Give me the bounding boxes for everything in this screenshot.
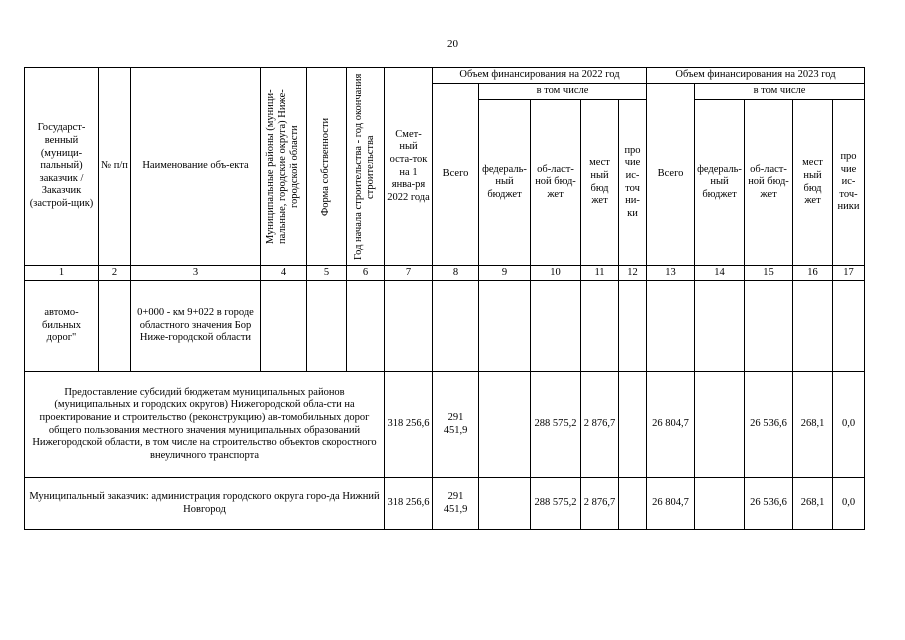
header-incl-2023: в том числе (695, 84, 865, 100)
header-regional-2023: об-ласт-ной бюд-жет (745, 100, 793, 266)
object-name-continuation: 0+000 - км 9+022 в городе областного значения Бор Ниже-городской области (131, 281, 261, 372)
total-2022-value: 291 451,9 (433, 372, 479, 478)
header-regional-2022: об-ласт-ной бюд-жет (531, 100, 581, 266)
customer-continuation: автомо-бильных дорог" (25, 281, 99, 372)
column-number: 3 (131, 266, 261, 281)
local-2023-value: 268,1 (793, 372, 833, 478)
column-number: 13 (647, 266, 695, 281)
header-local-2022: мест ный бюд жет (581, 100, 619, 266)
column-number: 2 (99, 266, 131, 281)
regional-2023-value: 26 536,6 (745, 478, 793, 530)
estimated-balance-value: 318 256,6 (385, 372, 433, 478)
header-number: № п/п (99, 68, 131, 266)
other-2023-value: 0,0 (833, 372, 865, 478)
header-estimated-balance: Смет-ный оста-ток на 1 янва-ря 2022 года (385, 68, 433, 266)
page-number: 20 (447, 38, 458, 50)
header-districts (261, 68, 307, 266)
column-numbers-row (25, 266, 865, 281)
local-2022-value: 2 876,7 (581, 478, 619, 530)
table-row (25, 478, 865, 530)
column-number: 17 (833, 266, 865, 281)
estimated-balance-value: 318 256,6 (385, 478, 433, 530)
regional-2022-value: 288 575,2 (531, 372, 581, 478)
header-other-2023: про чие ис-точ-ники (833, 100, 865, 266)
regional-2023-value: 26 536,6 (745, 372, 793, 478)
column-number: 8 (433, 266, 479, 281)
header-construction-years (347, 68, 385, 266)
column-number: 7 (385, 266, 433, 281)
header-construction-years-text: Год начала строительства - год окончания строительства (353, 73, 377, 260)
header-object-name: Наименование объ-екта (131, 68, 261, 266)
column-number: 6 (347, 266, 385, 281)
total-2023-value: 26 804,7 (647, 478, 695, 530)
subsidy-description: Предоставление субсидий бюджетам муниципальных районов (муниципальных и городских округов) Нижегородской обла-сти на проектирование и строительство (реконструкцию) ав-томобильных дорог общего пользования местного значения муниципальных образований Нижегородской области, в том числе на строительство объектов скоростного внеуличного транспорта (25, 372, 385, 478)
total-2022-value: 291 451,9 (433, 478, 479, 530)
other-2023-value: 0,0 (833, 478, 865, 530)
regional-2022-value: 288 575,2 (531, 478, 581, 530)
header-group-2023: Объем финансирования на 2023 год (647, 68, 865, 84)
header-customer: Государст-венный (муници-пальный) заказчик / Заказчик (застрой-щик) (25, 68, 99, 266)
local-2023-value: 268,1 (793, 478, 833, 530)
column-number: 14 (695, 266, 745, 281)
column-number: 15 (745, 266, 793, 281)
total-2023-value: 26 804,7 (647, 372, 695, 478)
column-number: 11 (581, 266, 619, 281)
column-number: 10 (531, 266, 581, 281)
header-total-2022: Всего (433, 84, 479, 266)
table-row (25, 372, 865, 478)
header-districts-text: Муниципальные районы (муници-пальные, городские округа) Ниже-городской области (265, 89, 301, 244)
municipal-customer: Муниципальный заказчик: администрация городского округа горо-да Нижний Новгород (25, 478, 385, 530)
column-number: 16 (793, 266, 833, 281)
header-other-2022: про чие ис-точ ни-ки (619, 100, 647, 266)
column-number: 9 (479, 266, 531, 281)
column-number: 4 (261, 266, 307, 281)
column-number: 1 (25, 266, 99, 281)
header-federal-2023: федераль-ный бюджет (695, 100, 745, 266)
header-federal-2022: федераль-ный бюджет (479, 100, 531, 266)
financing-table (24, 67, 865, 530)
header-local-2023: мест ный бюд жет (793, 100, 833, 266)
local-2022-value: 2 876,7 (581, 372, 619, 478)
column-number: 12 (619, 266, 647, 281)
header-total-2023: Всего (647, 84, 695, 266)
header-incl-2022: в том числе (479, 84, 647, 100)
header-ownership (307, 68, 347, 266)
table-row (25, 281, 865, 372)
header-ownership-text: Форма собственности (320, 117, 332, 216)
header-group-2022: Объем финансирования на 2022 год (433, 68, 647, 84)
column-number: 5 (307, 266, 347, 281)
